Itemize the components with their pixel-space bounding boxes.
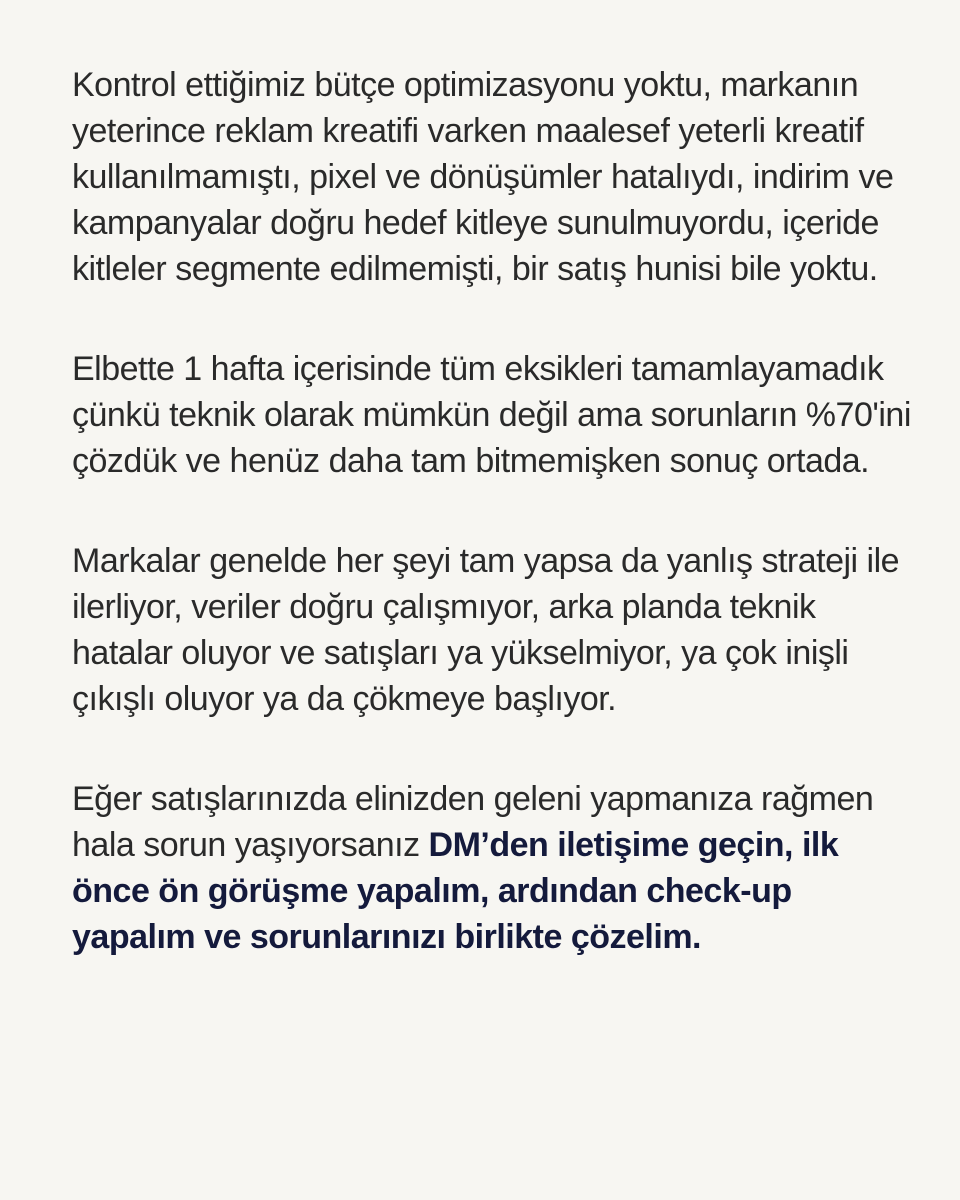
cta-emphasis-text: DM’den iletişime geçin, ilk önce ön görüşme yapalım, ardından check-up yapalım ve sorunlarınızı birlikte çözelim.	[72, 826, 839, 956]
paragraph-progress: Elbette 1 hafta içerisinde tüm eksikleri tamamlayamadık çünkü teknik olarak mümkün değil ama sorunların %70'ini çözdük ve henüz daha tam bitmemişken sonuç ortada.	[72, 350, 911, 480]
paragraph-call-to-action	[72, 776, 920, 960]
paragraph-problems: Kontrol ettiğimiz bütçe optimizasyonu yoktu, markanın yeterince reklam kreatifi varken maalesef yeterli kreatif kullanılmamıştı, pixel ve dönüşümler hatalıydı, indirim ve kampanyalar doğru hedef kitleye sunulmuyordu, içeride kitleler segmente edilmemişti, bir satış hunisi bile yoktu.	[72, 66, 894, 288]
paragraph-brands: Markalar genelde her şeyi tam yapsa da yanlış strateji ile ilerliyor, veriler doğru çalışmıyor, arka planda teknik hatalar oluyor ve satışları ya yükselmiyor, ya çok inişli çıkışlı oluyor ya da çökmeye başlıyor.	[72, 542, 900, 718]
cta-lead-text: Eğer satışlarınızda elinizden geleni yapmanıza rağmen hala sorun yaşıyorsanız	[72, 780, 874, 864]
